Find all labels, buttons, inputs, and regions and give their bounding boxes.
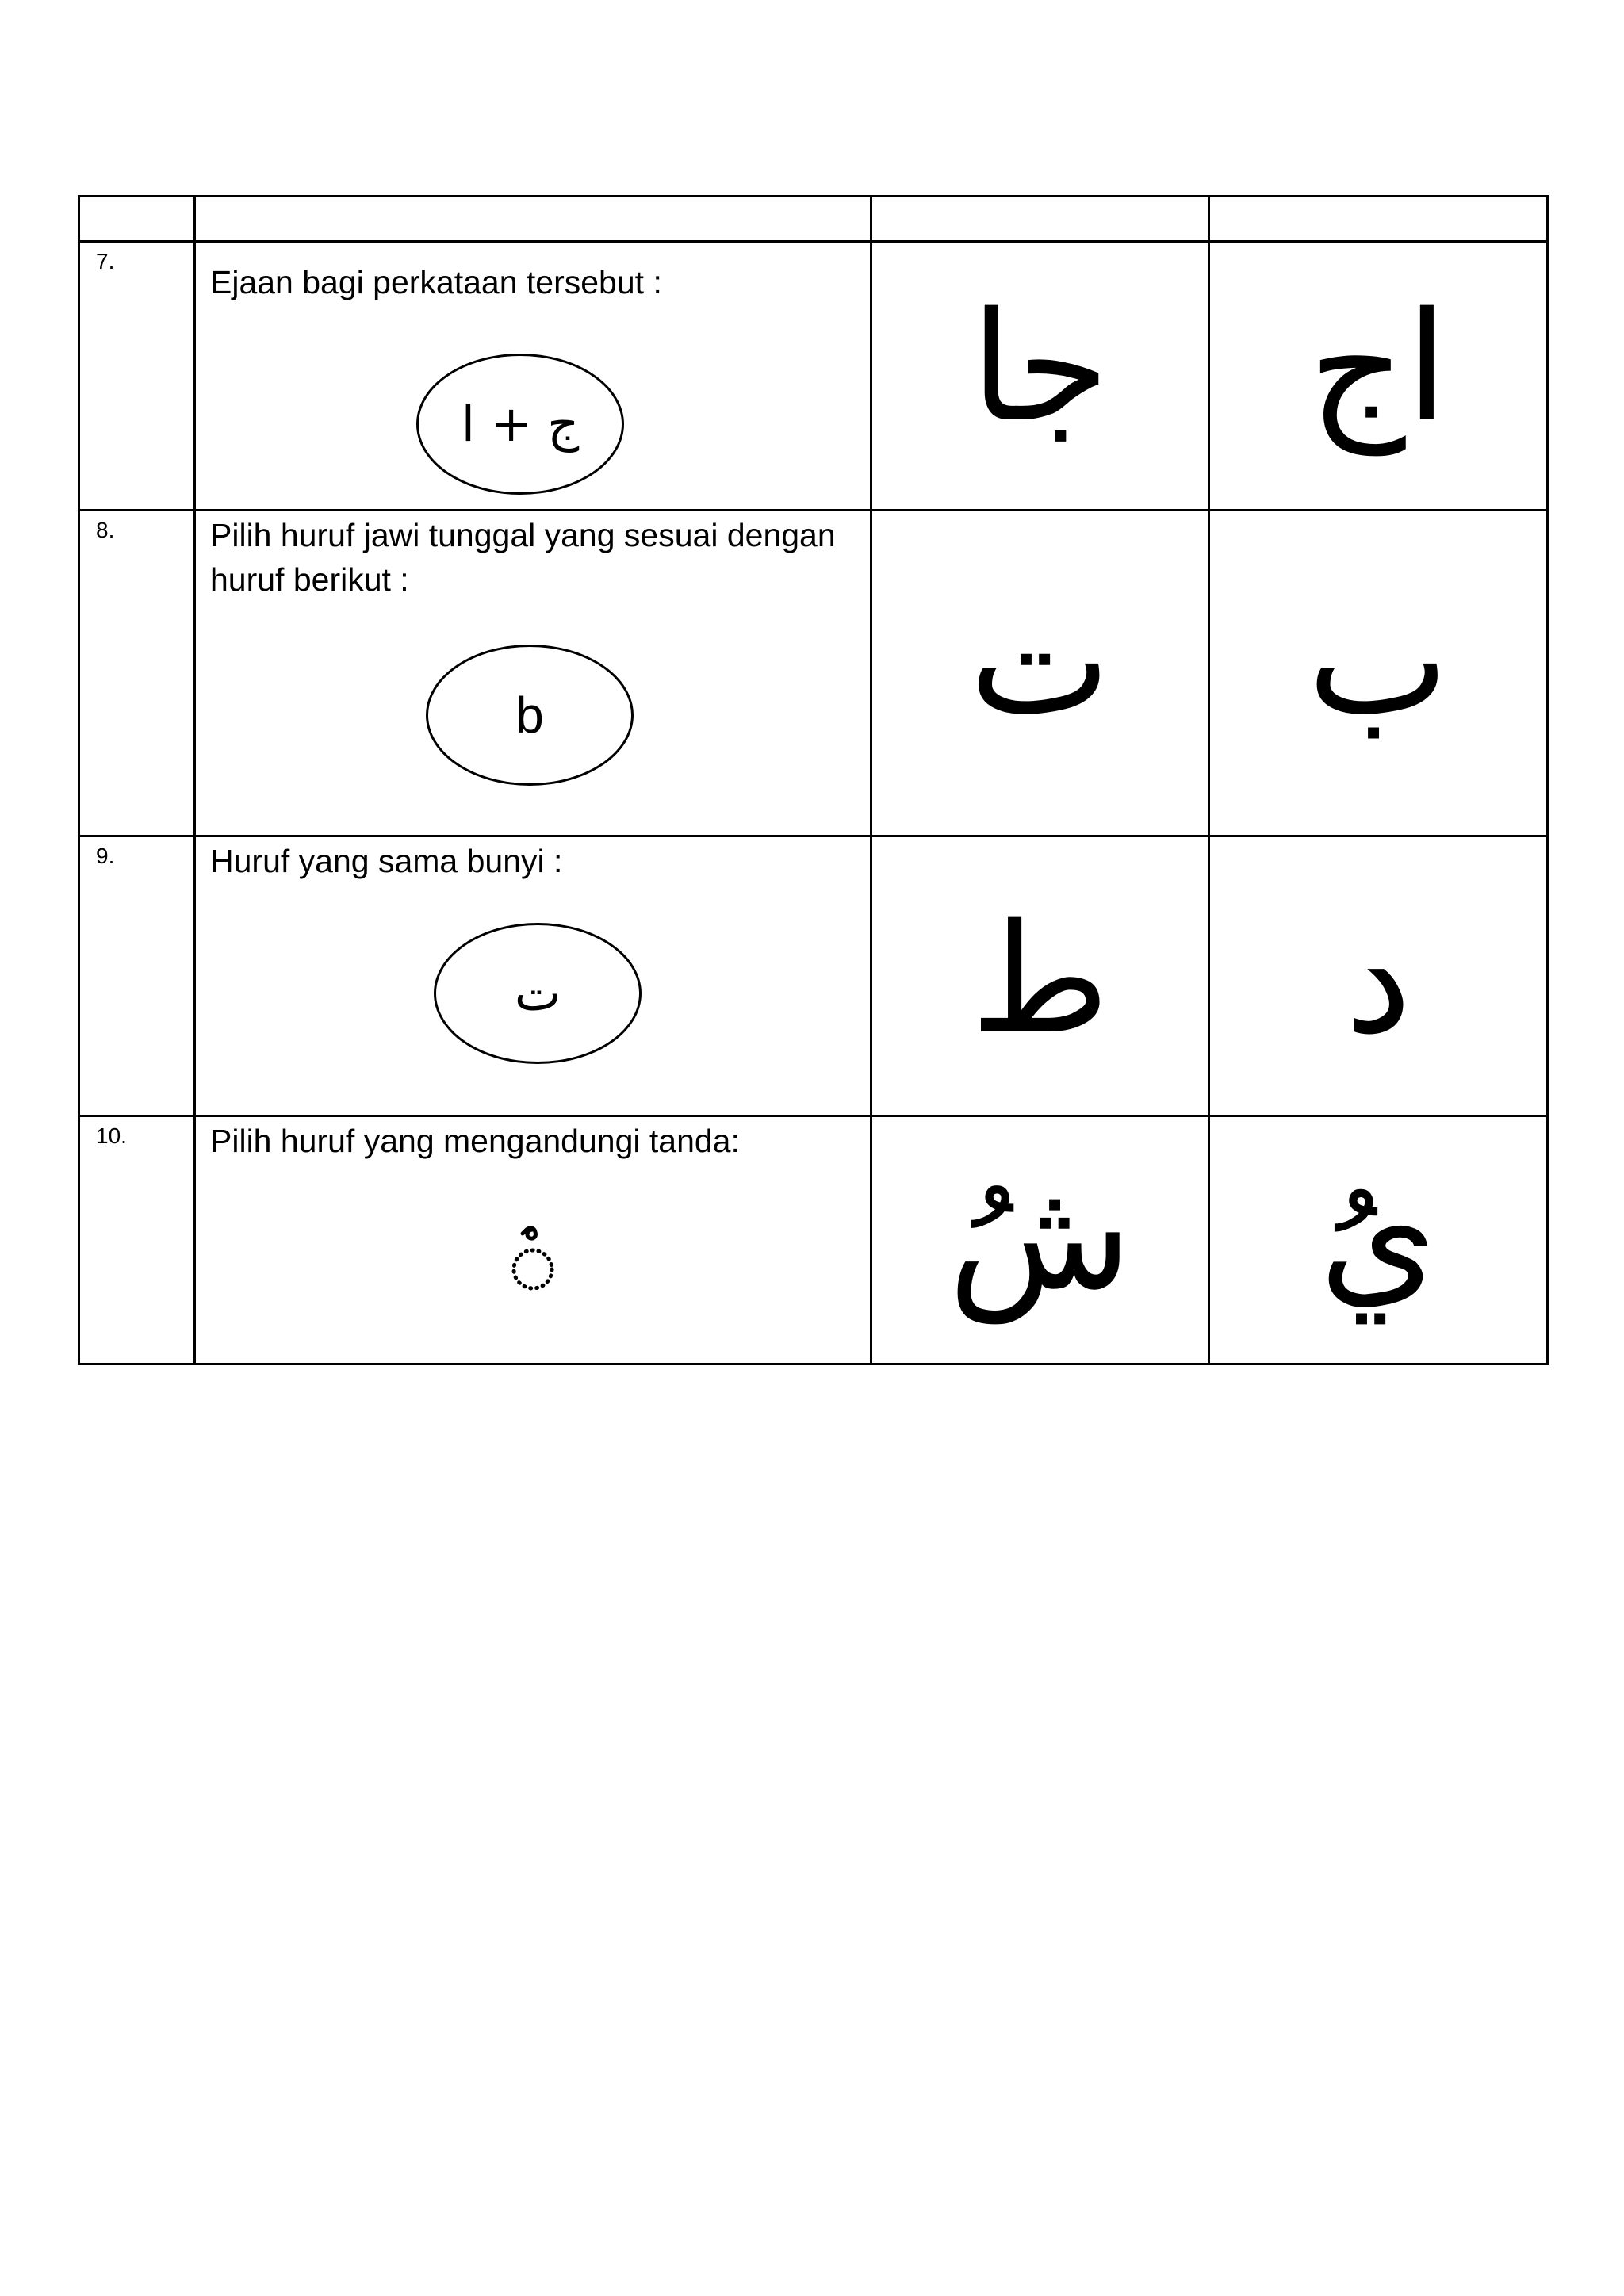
option-b-text: يُ (1319, 1148, 1438, 1323)
question-text: Pilih huruf yang mengandungi tanda: (210, 1123, 740, 1159)
header-cell (79, 197, 195, 242)
question-row-8 (79, 511, 1548, 836)
dammah-mark-icon (196, 1212, 870, 1299)
option-a-text: جا (970, 280, 1110, 455)
question-cell (195, 836, 871, 1116)
dotted-circle-dammah-icon (501, 1212, 565, 1299)
prompt-ellipse (426, 645, 634, 786)
number-cell (79, 1116, 195, 1364)
question-text: Ejaan bagi perkataan tersebut : (210, 264, 662, 300)
answer-option-a[interactable] (871, 242, 1209, 511)
option-b-text: د (1344, 892, 1412, 1067)
question-cell (195, 1116, 871, 1364)
number-cell (79, 242, 195, 511)
question-row-7 (79, 242, 1548, 511)
answer-option-b[interactable] (1209, 511, 1548, 836)
prompt-text: b (515, 687, 544, 744)
question-row-10 (79, 1116, 1548, 1364)
prompt-ellipse (416, 354, 624, 495)
question-number: 10. (96, 1123, 127, 1148)
question-text: Pilih huruf jawi tunggal yang sesuai dengan huruf berikut : (210, 517, 836, 598)
option-b-text: جا (1308, 280, 1448, 455)
question-number: 7. (96, 249, 115, 274)
question-row-9 (79, 836, 1548, 1116)
header-cell (871, 197, 1209, 242)
option-a-text: شُ (948, 1148, 1132, 1323)
answer-option-b[interactable] (1209, 242, 1548, 511)
question-text: Huruf yang sama bunyi : (210, 843, 563, 879)
worksheet-table (78, 195, 1549, 1365)
question-cell (195, 242, 871, 511)
option-a-text: ط (970, 892, 1110, 1067)
answer-option-a[interactable] (871, 1116, 1209, 1364)
prompt-text: ج + ا (461, 395, 580, 453)
question-cell (195, 511, 871, 836)
option-b-text: ب (1307, 573, 1450, 748)
question-number: 8. (96, 518, 115, 542)
header-cell (195, 197, 871, 242)
header-cell (1209, 197, 1548, 242)
answer-option-b[interactable] (1209, 1116, 1548, 1364)
prompt-ellipse (434, 923, 642, 1064)
number-cell (79, 511, 195, 836)
number-cell (79, 836, 195, 1116)
answer-option-a[interactable] (871, 836, 1209, 1116)
prompt-text: ت (514, 964, 561, 1022)
answer-option-a[interactable] (871, 511, 1209, 836)
question-number: 9. (96, 844, 115, 868)
empty-header-row (79, 197, 1548, 242)
option-a-text: ت (969, 573, 1111, 748)
answer-option-b[interactable] (1209, 836, 1548, 1116)
